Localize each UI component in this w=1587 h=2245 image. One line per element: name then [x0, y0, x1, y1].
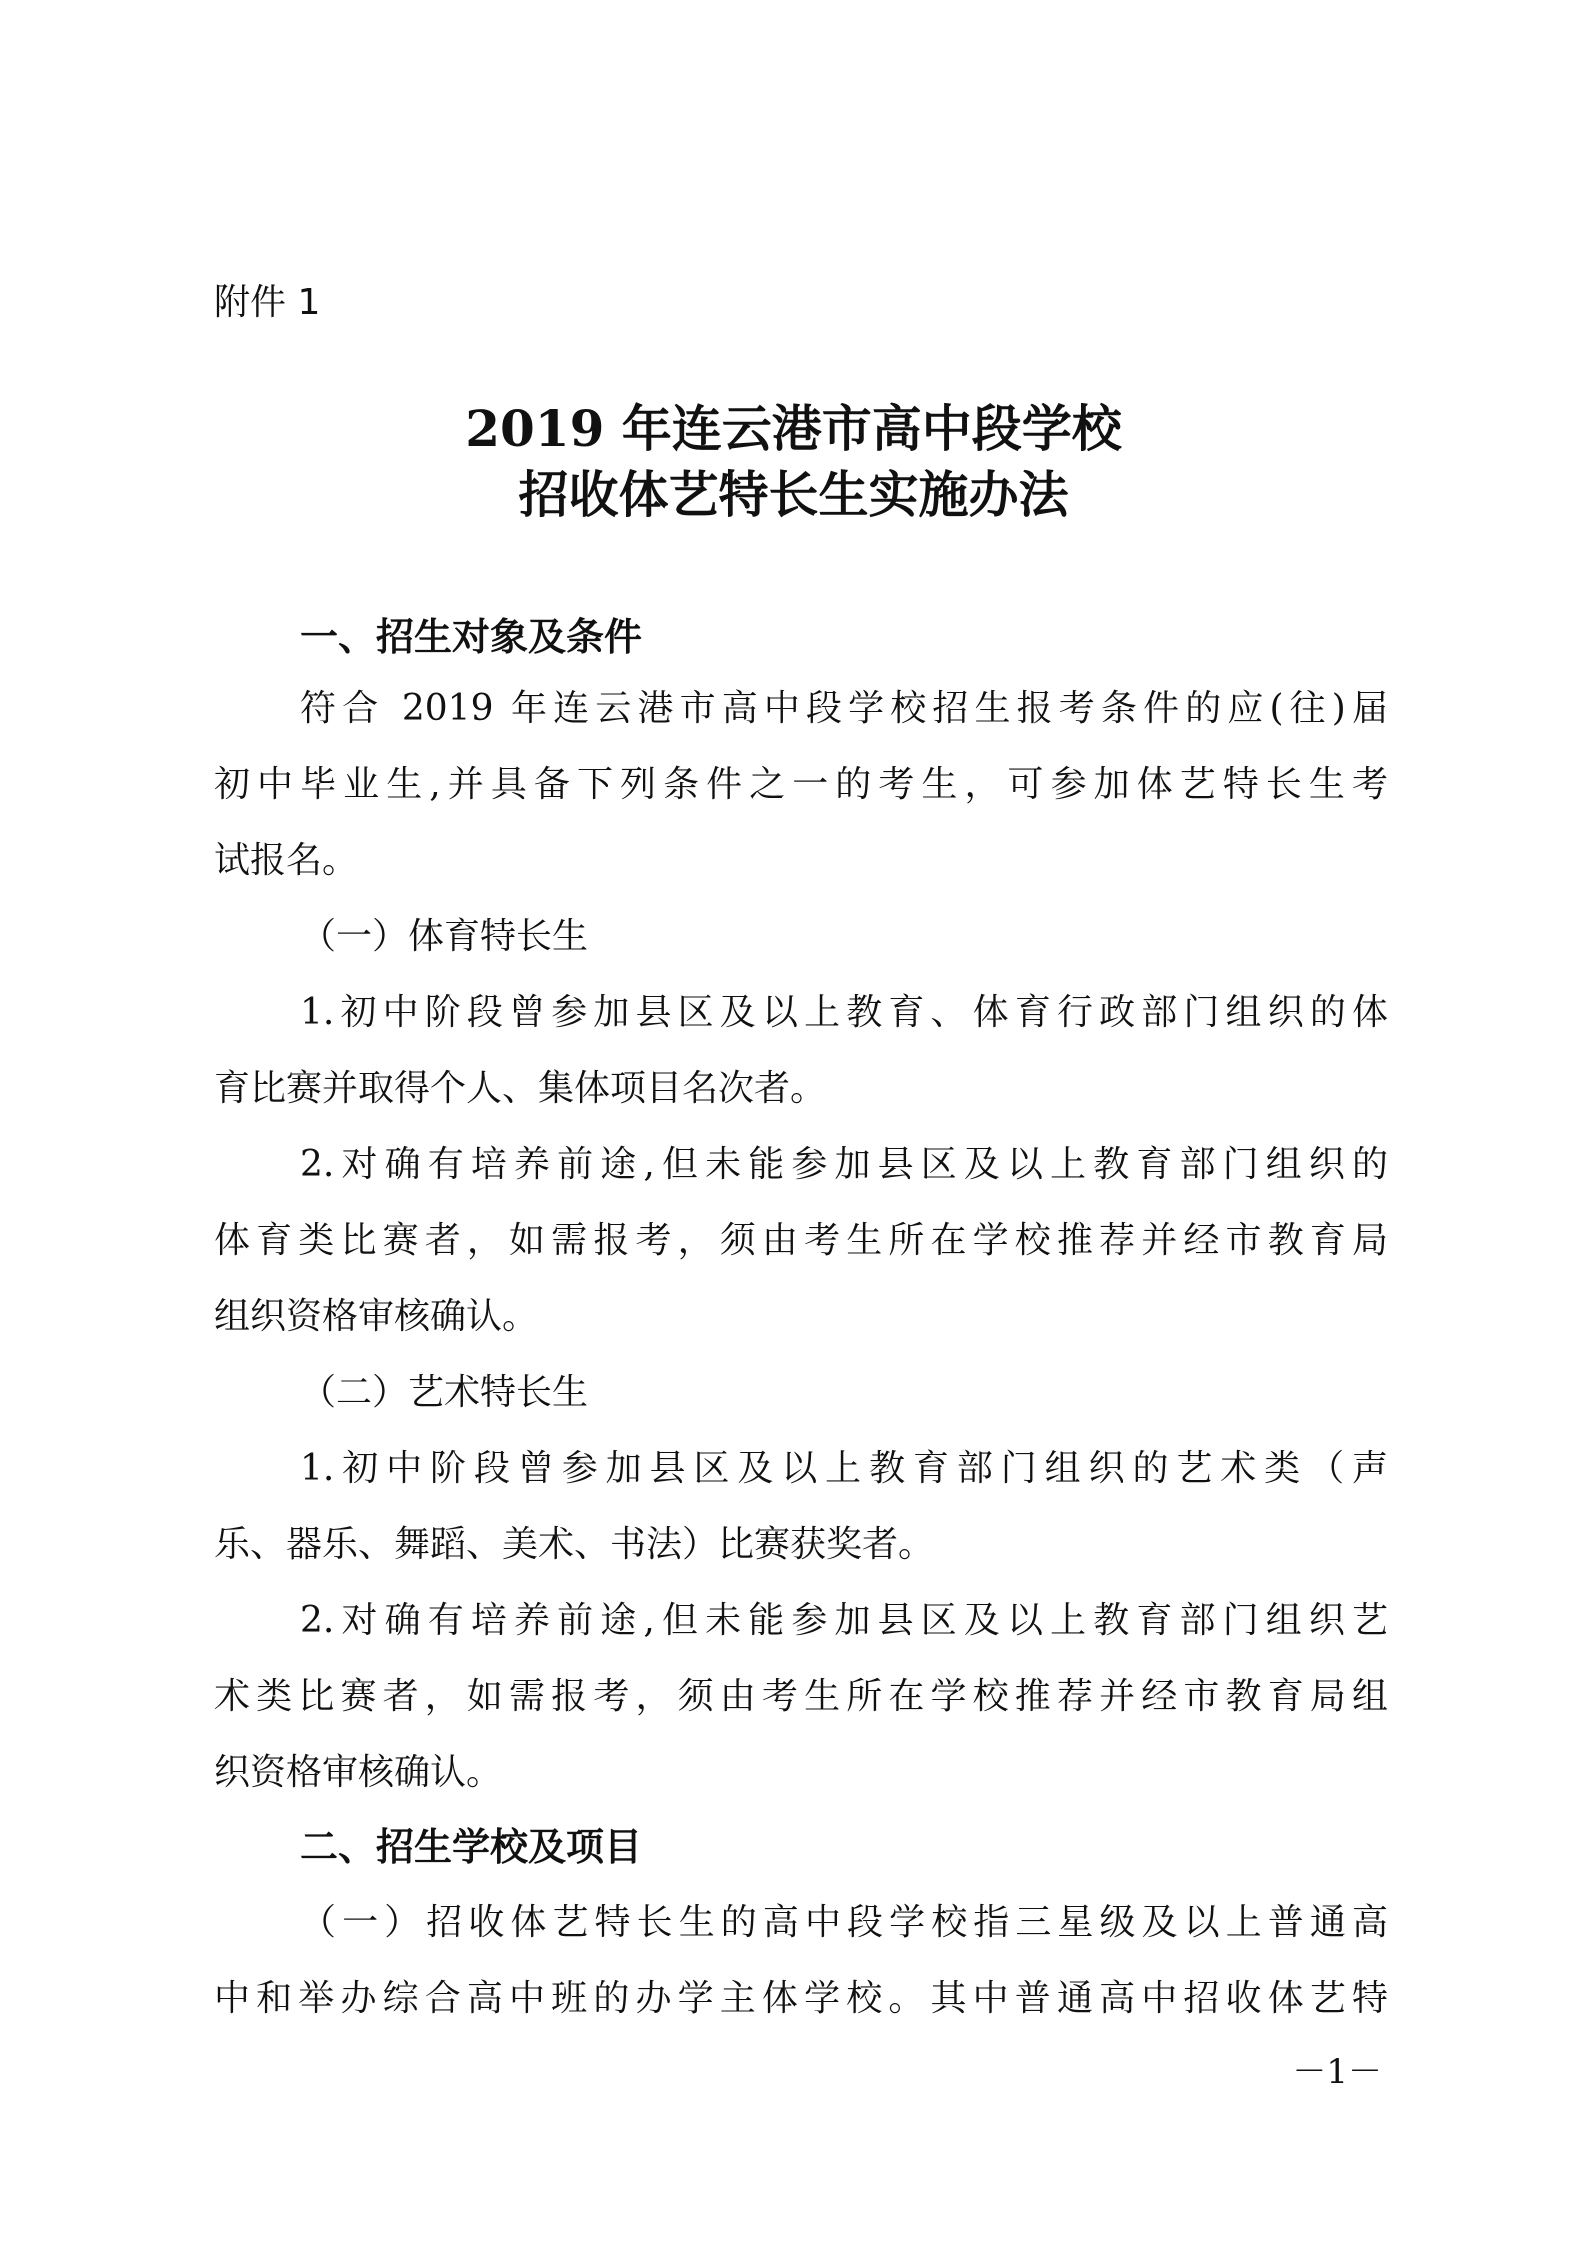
item-line: 2.对确有培养前途,但未能参加县区及以上教育部门组织的: [300, 1144, 1388, 1185]
subsection-heading-text: （二）艺术特长生: [300, 1372, 589, 1413]
item-line: 术类比赛者，如需报考，须由考生所在学校推荐并经市教育局组: [214, 1676, 1388, 1717]
item-line: 1.初中阶段曾参加县区及以上教育部门组织的艺术类（声: [300, 1448, 1388, 1489]
item-line: 1.初中阶段曾参加县区及以上教育、体育行政部门组织的体: [300, 992, 1388, 1033]
paragraph-line: 中和举办综合高中班的办学主体学校。其中普通高中招收体艺特: [214, 1978, 1388, 2019]
item-line: 组织资格审核确认。: [214, 1296, 539, 1337]
item-line: 2.对确有培养前途,但未能参加县区及以上教育部门组织艺: [300, 1600, 1388, 1641]
section-1-heading: 一、招生对象及条件: [300, 615, 643, 659]
page-number: －1－: [1292, 2052, 1382, 2092]
document-title-line-1: 2019 年连云港市高中段学校: [465, 399, 1122, 458]
item-line: 乐、器乐、舞蹈、美术、书法）比赛获奖者。: [214, 1524, 935, 1565]
intro-line: 符合 2019 年连云港市高中段学校招生报考条件的应(往)届: [300, 688, 1388, 729]
intro-line: 初中毕业生,并具备下列条件之一的考生，可参加体艺特长生考: [214, 764, 1388, 805]
subsection-heading-text: （一）体育特长生: [300, 916, 589, 957]
section-1-intro: [214, 684, 1388, 881]
document-title-line-2: 招收体艺特长生实施办法: [518, 465, 1069, 524]
item-line: 体育类比赛者，如需报考，须由考生所在学校推荐并经市教育局: [214, 1220, 1388, 1261]
item-line: 育比赛并取得个人、集体项目名次者。: [214, 1068, 827, 1109]
item-line: 织资格审核确认。: [214, 1752, 503, 1793]
section-2-heading: 二、招生学校及项目: [300, 1825, 643, 1869]
attachment-label: 附件 1: [214, 282, 321, 323]
paragraph-line: （一）招收体艺特长生的高中段学校指三星级及以上普通高: [300, 1902, 1388, 1943]
intro-line: 试报名。: [214, 840, 359, 881]
